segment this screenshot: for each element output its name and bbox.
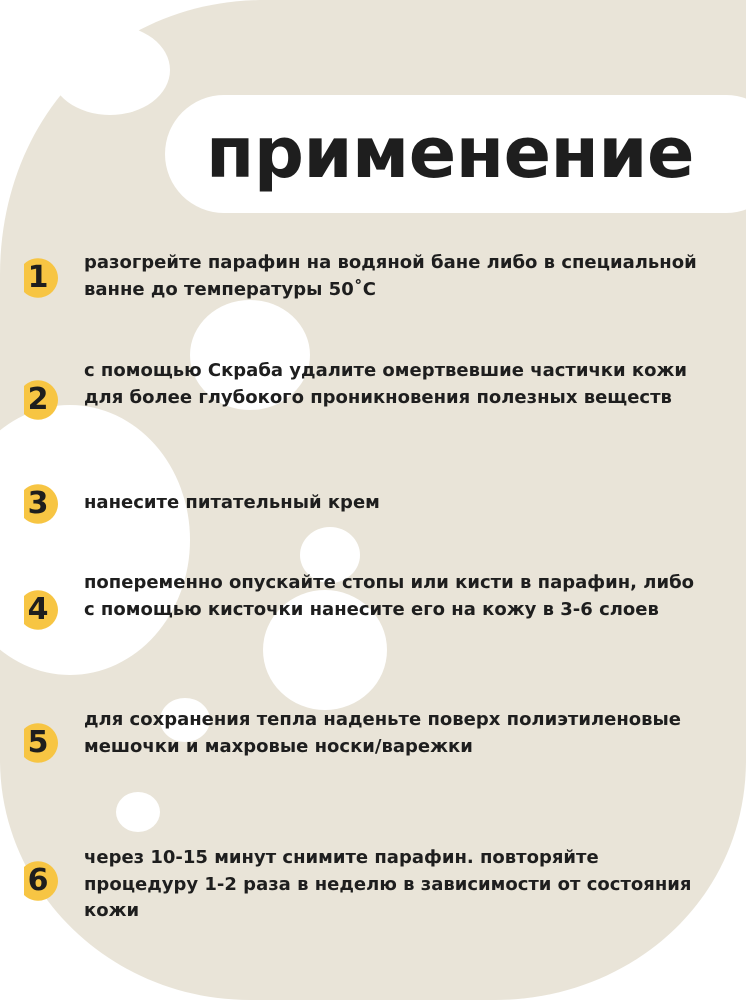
step-number-badge	[14, 376, 62, 424]
white-blob	[116, 792, 160, 832]
page-title: применение	[206, 112, 694, 194]
step-text: с помощью Скраба удалите омертвевшие частички кожи для более глубокого проникновения полезных веществ	[84, 360, 687, 408]
step-text: для сохранения тепла наденьте поверх полиэтиленовые мешочки и махровые носки/варежки	[84, 709, 682, 757]
step-number: 2	[27, 382, 49, 417]
step-text: разогрейте парафин на водяной бане либо в специальной ванне до температуры 50˚С	[84, 252, 697, 300]
step-text: попеременно опускайте стопы или кисти в парафин, либо с помощью кисточки нанесите его на кожу в 3-6 слоев	[84, 572, 695, 620]
step-number-badge	[14, 480, 62, 528]
step-number-badge	[14, 254, 62, 302]
step-text: через 10-15 минут снимите парафин. повторяйте процедуру 1-2 раза в неделю в зависимости от состояния кожи	[84, 847, 692, 921]
white-blob	[50, 25, 170, 115]
step-number: 5	[27, 725, 49, 760]
step-number: 6	[27, 863, 49, 898]
step-number-badge	[14, 719, 62, 767]
step-number-badge	[14, 857, 62, 905]
step-number: 1	[27, 260, 49, 295]
step-number-badge	[14, 586, 62, 634]
step-number: 3	[27, 486, 49, 521]
step-text: нанесите питательный крем	[84, 492, 380, 513]
step-number: 4	[27, 592, 49, 627]
